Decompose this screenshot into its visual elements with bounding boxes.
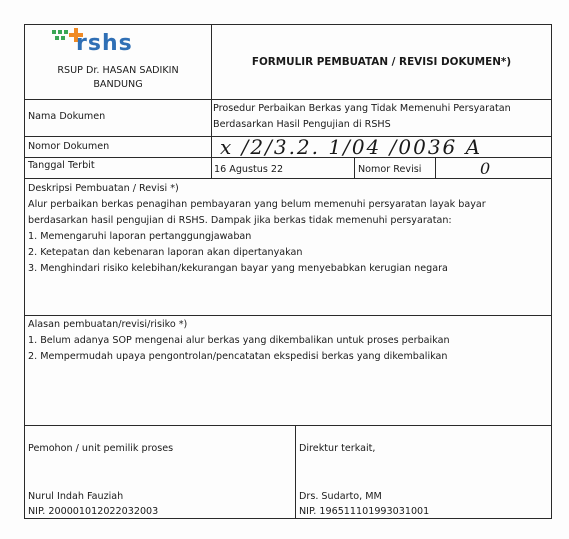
deskripsi-line-3: 1. Memengaruhi laporan pertanggungjawaban [28, 231, 252, 242]
form-title: FORMULIR PEMBUATAN / REVISI DOKUMEN*) [251, 56, 512, 68]
pemohon-nip: NIP. 200001012022032003 [28, 506, 159, 517]
nama-dokumen-value-line1: Prosedur Perbaikan Berkas yang Tidak Memenuhi Persyaratan [213, 103, 511, 114]
direktur-nip: NIP. 196511101993031001 [299, 506, 430, 517]
alasan-heading: Alasan pembuatan/revisi/risiko *) [28, 319, 188, 330]
pemohon-role: Pemohon / unit pemilik proses [28, 443, 174, 454]
nama-dokumen-label: Nama Dokumen [28, 111, 106, 122]
tanggal-terbit-label: Tanggal Terbit [28, 160, 95, 171]
alasan-line-1: 1. Belum adanya SOP mengenai alur berkas yang dikembalikan untuk proses perbaikan [28, 335, 450, 346]
tanggal-terbit-value: 16 Agustus 22 [214, 164, 284, 175]
deskripsi-line-4: 2. Ketepatan dan kebenaran laporan akan dipertanyakan [28, 247, 303, 258]
nomor-revisi-label: Nomor Revisi [358, 164, 422, 175]
deskripsi-line-2: berdasarkan hasil pengujian di RSHS. Dampak jika berkas tidak memenuhi persyaratan: [28, 215, 452, 226]
nomor-dokumen-label: Nomor Dokumen [28, 141, 110, 152]
deskripsi-line-5: 3. Menghindari risiko kelebihan/kekurangan bayar yang menyebabkan kerugian negara [28, 263, 448, 274]
alasan-line-2: 2. Mempermudah upaya pengontrolan/pencatatan ekspedisi berkas yang dikembalikan [28, 351, 448, 362]
direktur-name: Drs. Sudarto, MM [299, 491, 382, 502]
hospital-name-line1: RSUP Dr. HASAN SADIKIN [57, 65, 179, 76]
nomor-revisi-value: 0 [480, 159, 493, 178]
direktur-role: Direktur terkait, [299, 443, 376, 454]
pemohon-name: Nurul Indah Fauziah [28, 491, 124, 502]
hospital-name-line2: BANDUNG [93, 79, 143, 90]
deskripsi-heading: Deskripsi Pembuatan / Revisi *) [28, 183, 179, 194]
logo-text: rshs [76, 31, 133, 56]
nomor-revisi-value-cell [435, 157, 552, 179]
nomor-dokumen-value: x /2/3.2. 1/04 /0036 A [220, 135, 483, 159]
deskripsi-line-1: Alur perbaikan berkas penagihan pembayaran yang belum memenuhi persyaratan layak bayar [28, 199, 486, 210]
nama-dokumen-value-line2: Berdasarkan Hasil Pengujian di RSHS [213, 119, 391, 130]
